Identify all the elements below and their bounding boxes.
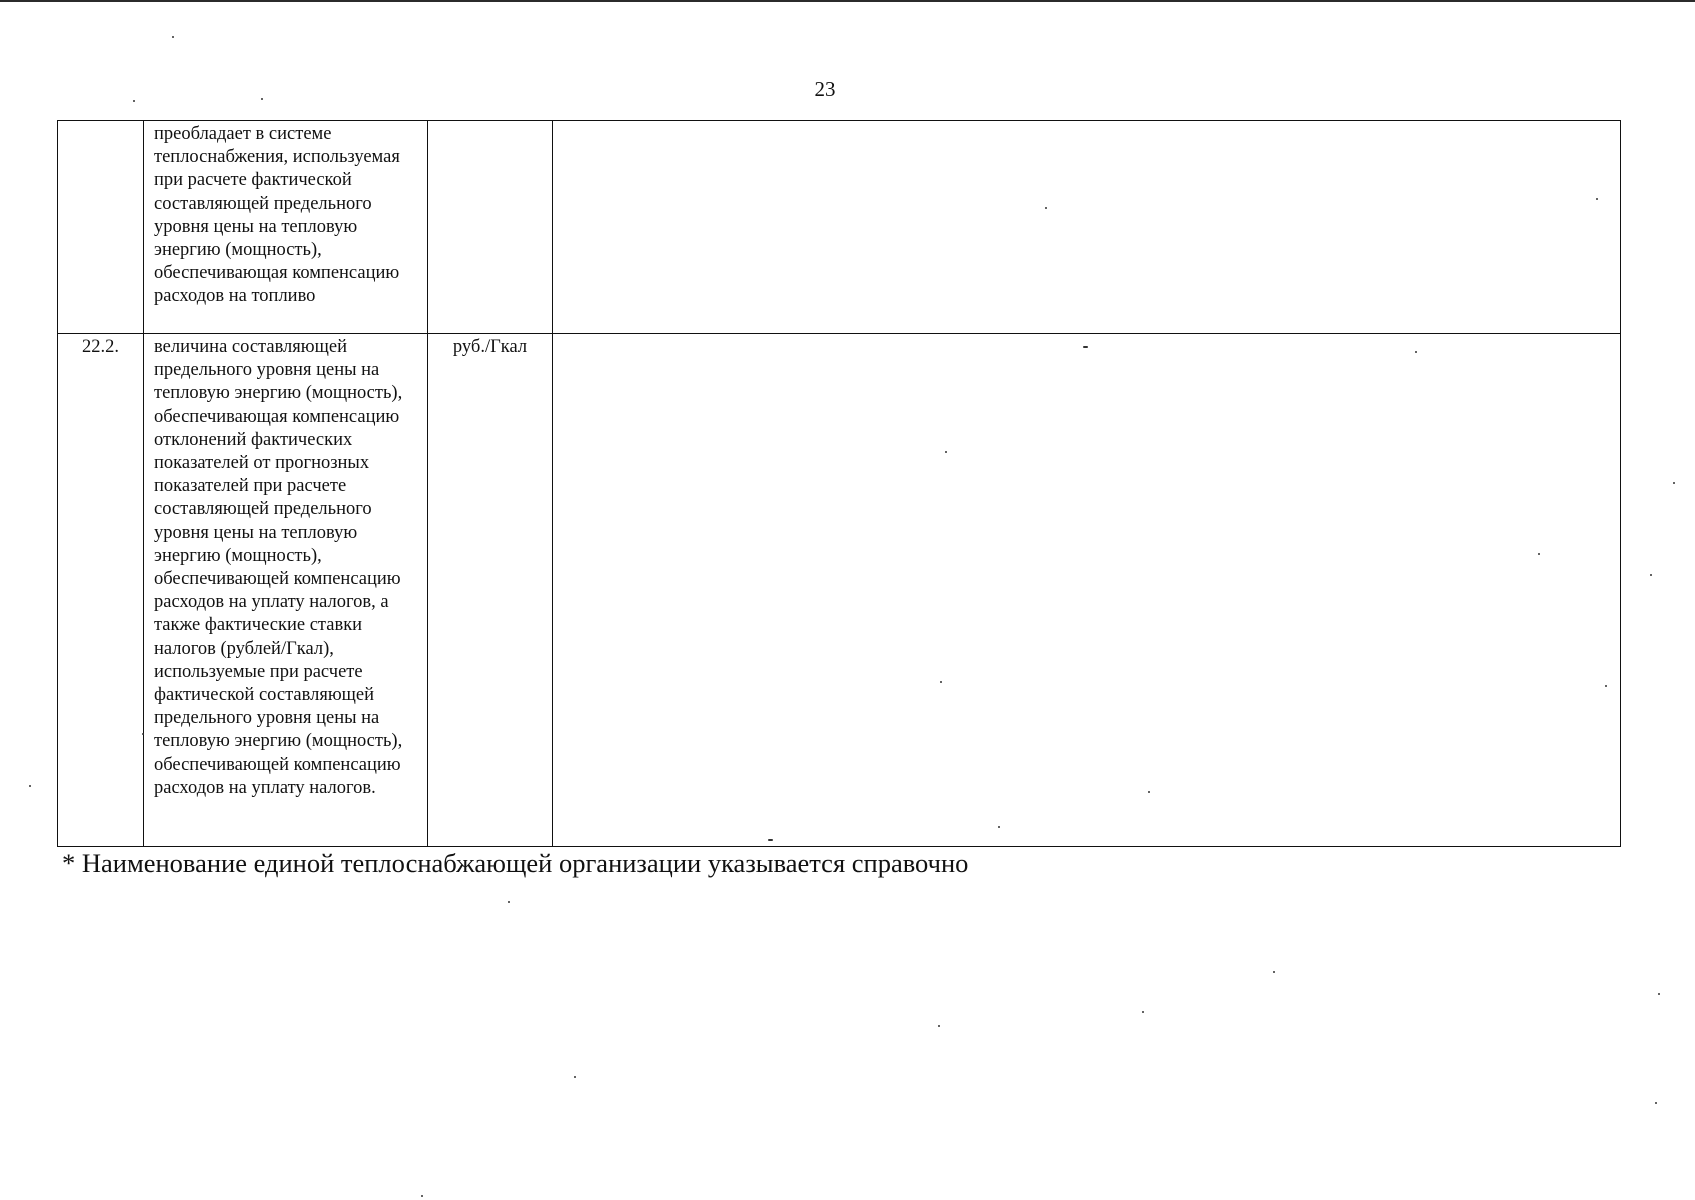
scan-speck: [1655, 1102, 1657, 1104]
row-number-cell: 22.2.: [58, 334, 144, 847]
scan-speck: [938, 1025, 940, 1027]
scan-speck: [1045, 207, 1047, 209]
scan-speck: [1415, 351, 1417, 353]
scan-speck: [421, 1195, 423, 1197]
scan-speck: [1148, 791, 1150, 793]
scan-speck: [998, 826, 1000, 828]
scan-speck: [1605, 685, 1607, 687]
scan-speck: [508, 901, 510, 903]
scan-speck: [574, 1076, 576, 1078]
row-value-cell: [553, 334, 1621, 847]
scan-speck: [1673, 482, 1675, 484]
row-description-cell: величина составляющей предельного уровня цены на тепловую энергию (мощность), обеспечивающая компенсацию отклонений фактических показателей от прогнозных показателей при расчете составляющей предельного уровня цены на тепловую энергию (мощность), обеспечивающей компенсацию расходов на уплату налогов, а также фактические ставки налогов (рублей/Гкал), используемые при расчете фактической составляющей предельного уровня цены на тепловую энергию (мощность), обеспечивающей компенсацию расходов на уплату налогов.: [144, 334, 428, 847]
row-unit-cell: [428, 121, 553, 334]
row-number-cell: [58, 121, 144, 334]
scan-speck: [1273, 971, 1275, 973]
scan-speck: [142, 733, 144, 735]
data-table: [57, 120, 1621, 847]
scan-speck: [1658, 993, 1660, 995]
table-row: [58, 121, 1621, 334]
scan-speck: [261, 98, 263, 100]
scan-top-edge: [0, 0, 1695, 2]
scan-speck: [133, 100, 135, 102]
scan-speck: [1650, 574, 1652, 576]
row-description-cell: преобладает в системе теплоснабжения, используемая при расчете фактической составляющей предельного уровня цены на тепловую энергию (мощность), обеспечивающая компенсацию расходов на топливо: [144, 121, 428, 334]
scan-speck: [1083, 346, 1088, 348]
scan-speck: [172, 36, 174, 38]
scan-speck: [29, 785, 31, 787]
table-row: [58, 334, 1621, 847]
page-number: 23: [814, 77, 836, 101]
footnote: * Наименование единой теплоснабжающей организации указывается справочно: [62, 848, 969, 878]
scan-speck: [1596, 198, 1598, 200]
scan-speck: [940, 681, 942, 683]
row-unit-cell: руб./Гкал: [428, 334, 553, 847]
scan-speck: [768, 839, 773, 841]
scan-speck: [945, 451, 947, 453]
row-value-cell: [553, 121, 1621, 334]
scan-speck: [1538, 553, 1540, 555]
scan-speck: [1142, 1011, 1144, 1013]
